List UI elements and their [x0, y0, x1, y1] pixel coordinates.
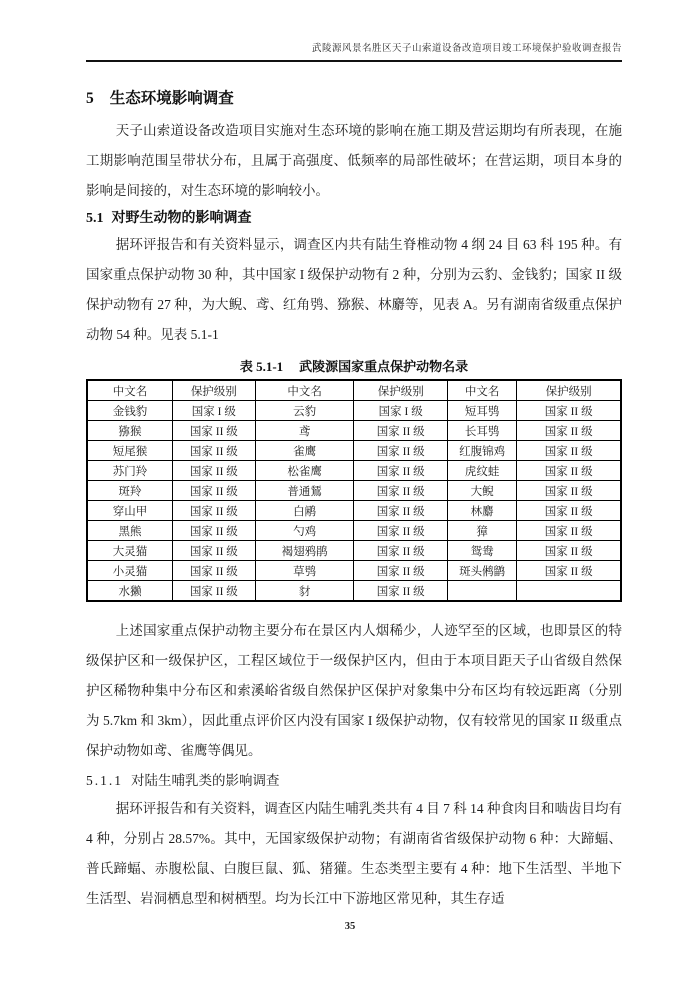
section-number: 5.1.1	[86, 773, 123, 788]
table-cell	[517, 581, 621, 602]
table-cell: 国家 II 级	[172, 421, 255, 441]
running-header-title: 武陵源风景名胜区天子山索道设备改造项目竣工环境保护验收调查报告	[311, 44, 622, 54]
table-cell: 国家 II 级	[517, 501, 621, 521]
table-cell: 国家 II 级	[517, 521, 621, 541]
table-cell: 短尾猴	[87, 441, 172, 461]
table-cell: 国家 II 级	[354, 461, 447, 481]
running-header	[86, 40, 622, 62]
section-heading-5-1-1	[86, 770, 622, 792]
table-header-cell: 中文名	[87, 380, 172, 401]
table-cell: 国家 II 级	[354, 541, 447, 561]
table-cell: 国家 II 级	[517, 541, 621, 561]
table-row	[87, 521, 621, 541]
section-title: 对陆生哺乳类的影响调查	[131, 773, 280, 788]
table-cell: 林麝	[447, 501, 516, 521]
table-cell: 小灵猫	[87, 561, 172, 581]
table-cell: 猕猴	[87, 421, 172, 441]
table-cell: 虎纹蛙	[447, 461, 516, 481]
table-cell: 国家 II 级	[517, 421, 621, 441]
table-cell: 大灵猫	[87, 541, 172, 561]
table-cell: 国家 II 级	[517, 441, 621, 461]
table-cell: 国家 I 级	[172, 401, 255, 421]
table-cell: 国家 II 级	[172, 521, 255, 541]
table-cell: 斑头鸺鹠	[447, 561, 516, 581]
table-cell: 金钱豹	[87, 401, 172, 421]
table-cell: 大鲵	[447, 481, 516, 501]
table-cell: 獐	[447, 521, 516, 541]
table-cell: 国家 II 级	[172, 441, 255, 461]
table-cell: 勺鸡	[255, 521, 354, 541]
table-cell: 国家 II 级	[517, 401, 621, 421]
table-cell: 短耳鸮	[447, 401, 516, 421]
table-row	[87, 421, 621, 441]
table-cell: 松雀鹰	[255, 461, 354, 481]
table-cell: 国家 II 级	[517, 481, 621, 501]
table-cell: 雀鹰	[255, 441, 354, 461]
table-cell: 鸢	[255, 421, 354, 441]
table-cell: 鸳鸯	[447, 541, 516, 561]
table-cell: 国家 II 级	[354, 501, 447, 521]
table-cell: 国家 II 级	[172, 501, 255, 521]
table-cell: 国家 II 级	[354, 561, 447, 581]
table-cell: 云豹	[255, 401, 354, 421]
section-number: 5	[86, 90, 94, 107]
paragraph-wildlife-survey: 据环评报告和有关资料显示，调查区内共有陆生脊椎动物 4 纲 24 目 63 科 195 种。有国家重点保护动物 30 种，其中国家 I 级保护动物有 2 种，分别为云豹、金钱豹；国家 II 级保护动物有 27 种，为大鲵、鸢、红角鸮、猕猴、林麝等，见表 A。另有湖南省级重点保护动物 54 种。见表 5.1-1	[86, 237, 622, 342]
table-cell: 斑羚	[87, 481, 172, 501]
table-cell: 国家 I 级	[354, 401, 447, 421]
table-row	[87, 541, 621, 561]
table-row	[87, 401, 621, 421]
table-cell: 普通鵟	[255, 481, 354, 501]
table-cell: 国家 II 级	[172, 561, 255, 581]
table-cell: 豺	[255, 581, 354, 602]
table-cell: 国家 II 级	[517, 461, 621, 481]
table-cell: 国家 II 级	[172, 481, 255, 501]
paragraph-eco-overview: 天子山索道设备改造项目实施对生态环境的影响在施工期及营运期均有所表现，在施工期影响范围呈带状分布，且属于高强度、低频率的局部性破坏；在营运期，项目本身的影响是间接的，对生态环境的影响较小。	[86, 123, 622, 198]
table-cell: 穿山甲	[87, 501, 172, 521]
table-cell: 国家 II 级	[172, 541, 255, 561]
table-cell: 国家 II 级	[172, 581, 255, 602]
table-cell: 白鹇	[255, 501, 354, 521]
table-row	[87, 441, 621, 461]
table-caption-label: 表 5.1-1	[239, 359, 284, 374]
table-cell: 国家 II 级	[354, 441, 447, 461]
table-cell: 国家 II 级	[517, 561, 621, 581]
table-cell: 褐翅鸦鹃	[255, 541, 354, 561]
section-title: 生态环境影响调查	[109, 90, 234, 107]
section-heading-5-1	[86, 206, 622, 230]
protected-species-table	[86, 379, 622, 602]
section-heading-5	[86, 88, 622, 110]
table-cell: 草鸮	[255, 561, 354, 581]
table-header-row	[87, 380, 621, 401]
table-cell: 国家 II 级	[354, 481, 447, 501]
table-row	[87, 581, 621, 602]
paragraph-mammals: 据环评报告和有关资料，调查区内陆生哺乳类共有 4 目 7 科 14 种食肉目和啮齿目均有 4 种，分别占 28.57%。其中，无国家级保护动物；有湖南省省级保护动物 6 种：大蹄蝠、普氏蹄蝠、赤腹松鼠、白腹巨鼠、狐、猪獾。生态类型主要有 4 种：地下生活型、半地下生活型、岩洞栖息型和树栖型。均为长江中下游地区常见种，其生存适	[86, 801, 622, 906]
table-cell: 苏门羚	[87, 461, 172, 481]
table-header-cell: 保护级别	[354, 380, 447, 401]
table-row	[87, 501, 621, 521]
table-header-cell: 保护级别	[172, 380, 255, 401]
table-cell: 国家 II 级	[354, 421, 447, 441]
table-cell: 黑熊	[87, 521, 172, 541]
table-caption	[86, 356, 622, 375]
table-cell: 红腹锦鸡	[447, 441, 516, 461]
table-caption-title: 武陵源国家重点保护动物名录	[299, 359, 469, 374]
table-cell: 国家 II 级	[172, 461, 255, 481]
table-cell: 国家 II 级	[354, 581, 447, 602]
table-row	[87, 461, 621, 481]
table-header-cell: 中文名	[447, 380, 516, 401]
section-title: 对野生动物的影响调查	[111, 209, 252, 225]
section-number: 5.1	[86, 211, 104, 226]
paragraph-distribution: 上述国家重点保护动物主要分布在景区内人烟稀少，人迹罕至的区域，也即景区的特级保护区和一级保护区，工程区域位于一级保护区内，但由于本项目距天子山省级自然保护区稀物种集中分布区和索溪峪省级自然保护区保护对象集中分布区均有较远距离（分别为 5.7km 和 3km），因此重点评价区内没有国家 I 级保护动物，仅有较常见的国家 II 级重点保护动物如鸢、雀鹰等偶见。	[86, 623, 622, 758]
table-row	[87, 561, 621, 581]
table-header-cell: 保护级别	[517, 380, 621, 401]
table-row	[87, 481, 621, 501]
table-cell: 国家 II 级	[354, 521, 447, 541]
page-number: 35	[344, 921, 356, 932]
table-header-cell: 中文名	[255, 380, 354, 401]
table-cell: 长耳鸮	[447, 421, 516, 441]
table-cell: 水獭	[87, 581, 172, 602]
table-cell	[447, 581, 516, 602]
